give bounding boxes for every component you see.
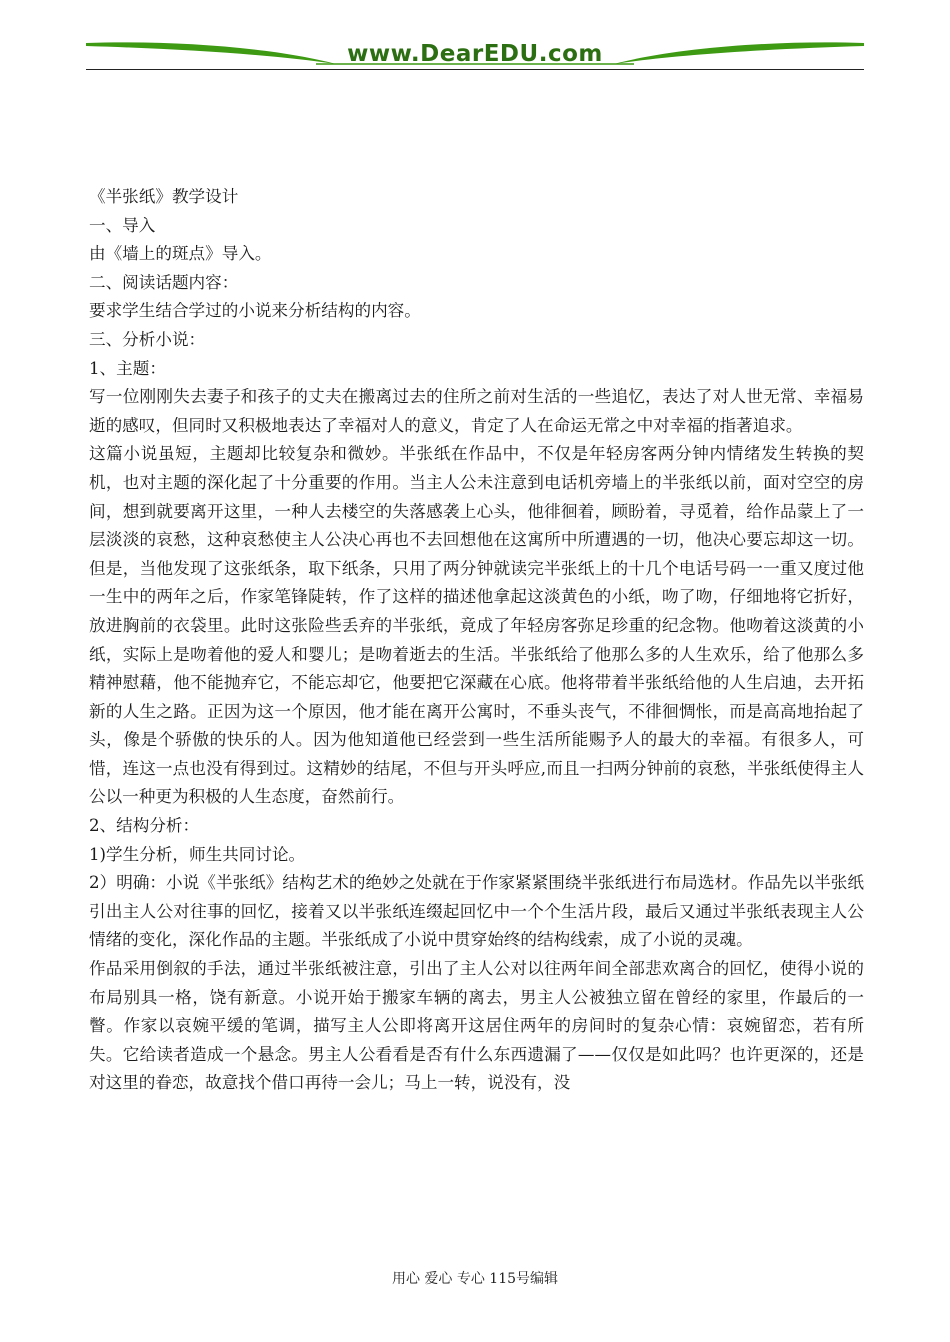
subheading-structure: 2、结构分析： (89, 816, 200, 836)
body-paragraph: 由《墙上的斑点》导入。 (89, 244, 272, 264)
body-paragraph: 写一位刚刚失去妻子和孩子的丈夫在搬离过去的住所之前对生活的一些追忆，表达了对人世无常、幸福易逝的感叹，但同时又积极地表达了幸福对人的意义，肯定了人在命运无常之中对幸福的指著追求。 (89, 387, 864, 435)
page-header (86, 40, 864, 72)
heading-intro: 一、导入 (89, 215, 156, 235)
heading-reading-topic: 二、阅读话题内容： (89, 272, 239, 292)
body-paragraph: 2）明确：小说《半张纸》结构艺术的绝妙之处就在于作家紧紧围绕半张纸进行布局选材。作品先以半张纸引出主人公对往事的回忆，接着又以半张纸连缀起回忆中一个个生活片段，最后又通过半张纸表现主人公情绪的变化，深化作品的主题。半张纸成了小说中贯穿始终的结构线索，成了小说的灵魂。 (89, 873, 864, 950)
header-divider (86, 69, 864, 70)
body-paragraph: 作品采用倒叙的手法，通过半张纸被注意，引出了主人公对以往两年间全部悲欢离合的回忆，使得小说的布局别具一格，饶有新意。小说开始于搬家车辆的离去，男主人公被独立留在曾经的家里，作最后的一瞥。作家以哀婉平缓的笔调，描写主人公即将离开这居住两年的房间时的复杂心情：哀婉留恋，若有所失。它给读者造成一个悬念。男主人公看看是否有什么东西遗漏了——仅仅是如此吗？也许更深的，还是对这里的眷恋，故意找个借口再待一会儿；马上一转，说没有，没 (89, 959, 864, 1093)
document-body (89, 183, 864, 1098)
heading-analysis: 三、分析小说： (89, 329, 206, 349)
body-paragraph: 这篇小说虽短，主题却比较复杂和微妙。半张纸在作品中，不仅是年轻房客两分钟内情绪发生转换的契机，也对主题的深化起了十分重要的作用。当主人公未注意到电话机旁墙上的半张纸以前，面对空空的房间，想到就要离开这里，一种人去楼空的失落感袭上心头，他徘徊着，顾盼着，寻觅着，给作品蒙上了一层淡淡的哀愁，这种哀愁使主人公决心再也不去回想他在这寓所中所遭遇的一切，他决心要忘却这一切。但是，当他发现了这张纸条，取下纸条，只用了两分钟就读完半张纸上的十几个电话号码一一重又度过他一生中的两年之后，作家笔锋陡转，作了这样的描述他拿起这淡黄色的小纸，吻了吻，仔细地将它折好，放进胸前的衣袋里。此时这张险些丢弃的半张纸，竟成了年轻房客弥足珍重的纪念物。他吻着这淡黄的小纸，实际上是吻着他的爱人和婴儿；是吻着逝去的生活。半张纸给了他那么多的人生欢乐，给了他那么多精神慰藉，他不能抛弃它，不能忘却它，他要把它深藏在心底。他将带着半张纸给他的人生启迪，去开拓新的人生之路。正因为这一个原因，他才能在离开公寓时，不垂头丧气，不徘徊惆怅，而是高高地抬起了头，像是个骄傲的快乐的人。因为他知道他已经尝到一些生活所能赐予人的最大的幸福。有很多人，可惜，连这一点也没有得到过。这精妙的结尾，不但与开头呼应,而且一扫两分钟前的哀愁，半张纸使得主人公以一种更为积极的人生态度，奋然前行。 (89, 444, 864, 807)
body-paragraph: 要求学生结合学过的小说来分析结构的内容。 (89, 301, 421, 321)
subheading-theme: 1、主题： (89, 358, 166, 378)
page-footer: 用心 爱心 专心 115号编辑 (391, 1271, 559, 1287)
body-paragraph: 1)学生分析，师生共同讨论。 (89, 844, 306, 864)
document-title: 《半张纸》教学设计 (89, 187, 239, 206)
site-logo-text: www.DearEDU.com (347, 41, 603, 67)
